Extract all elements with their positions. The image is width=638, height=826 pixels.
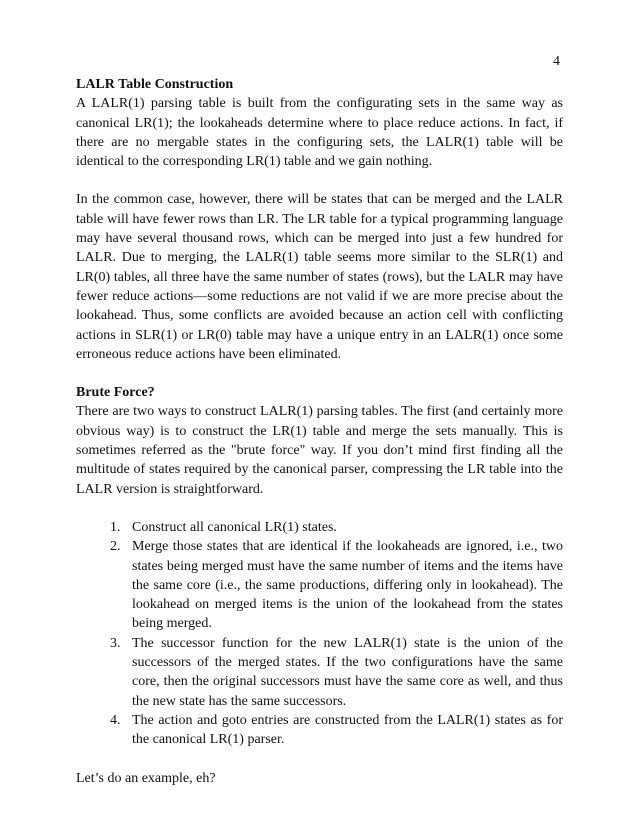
list-item-text: Merge those states that are identical if the lookaheads are ignored, i.e., two states being merged must have the same number of items and the items have the same core (i.e., the same productions, differing only in lookahead). The lookahead on merged items is the union of the lookahead from the states being merged. bbox=[132, 539, 563, 632]
list-item-number: 3. bbox=[110, 635, 121, 651]
list-item-number: 2. bbox=[110, 539, 121, 555]
list-item-number: 4. bbox=[110, 712, 121, 728]
list-item bbox=[76, 518, 563, 537]
closing-line: Let’s do an example, eh? bbox=[76, 770, 216, 786]
list-item bbox=[76, 537, 563, 633]
page-number: 4 bbox=[553, 54, 560, 69]
section-heading-lalr-table-construction: LALR Table Construction bbox=[76, 77, 234, 92]
list-item-text: Construct all canonical LR(1) states. bbox=[132, 519, 337, 535]
paragraph-brute-force: There are two ways to construct LALR(1) parsing tables. The first (and certainly more obvious way) is to construct the LR(1) table and merge the sets manually. This is sometimes referred as the "brute force" way. If you don’t mind first finding all the multitude of states required by the canonical parser, compressing the LR table into the LALR version is straightforward. bbox=[76, 404, 563, 497]
page-content bbox=[76, 75, 563, 788]
steps-list bbox=[76, 518, 563, 750]
list-item bbox=[76, 711, 563, 750]
section-heading-brute-force: Brute Force? bbox=[76, 385, 155, 401]
list-item-text: The action and goto entries are constructed from the LALR(1) states as for the canonical LR(1) parser. bbox=[132, 712, 563, 748]
list-item-text: The successor function for the new LALR(1) state is the union of the successors of the merged states. If the two configurations have the same core, then the original successors must have the same core as well, and thus the new state has the same successors. bbox=[132, 635, 563, 709]
paragraph-common-case: In the common case, however, there will be states that can be merged and the LALR table will have fewer rows than LR. The LR table for a typical programming language may have several thousand rows, which can be merged into just a few hundred for LALR. Due to merging, the LALR(1) table seems more similar to the SLR(1) and LR(0) tables, all three have the same number of states (rows), but the LALR may have fewer reduce actions—some reductions are not valid if we are more precise about the lookahead. Thus, some conflicts are avoided because an action cell with conflicting actions in SLR(1) or LR(0) table may have a unique entry in an LALR(1) once some erroneous reduce actions have been eliminated. bbox=[76, 192, 563, 362]
list-item bbox=[76, 634, 563, 711]
list-item-number: 1. bbox=[110, 519, 121, 535]
paragraph-intro: A LALR(1) parsing table is built from the configurating sets in the same way as canonical LR(1); the lookaheads determine where to place reduce actions. In fact, if there are no mergable states in the configuring sets, the LALR(1) table will be identical to the corresponding LR(1) table and we gain nothing. bbox=[76, 96, 563, 170]
